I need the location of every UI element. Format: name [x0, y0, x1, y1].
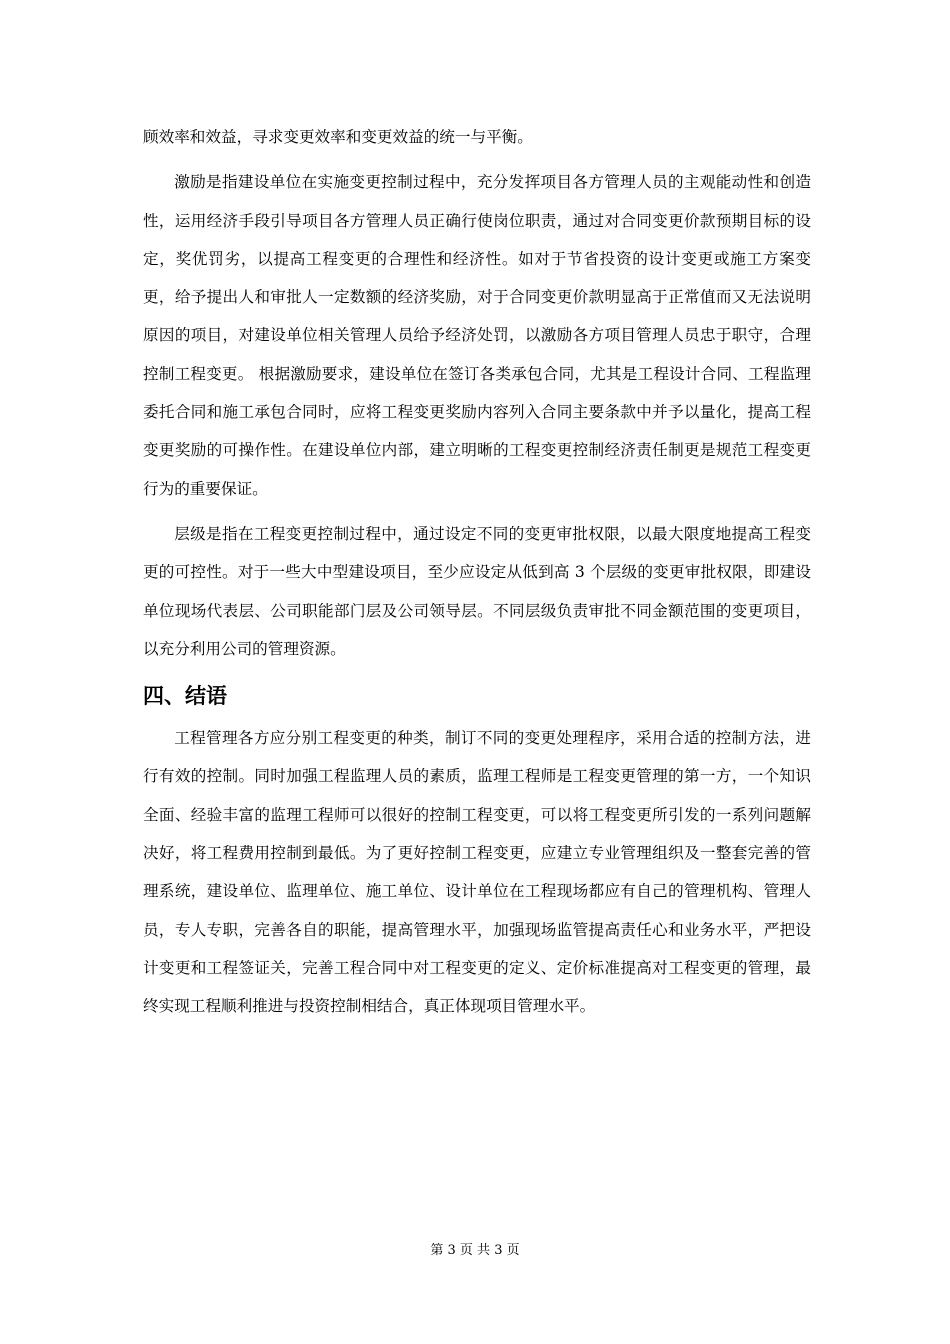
document-body [143, 118, 811, 1026]
paragraph-conclusion: 工程管理各方应分别工程变更的种类，制订不同的变更处理程序，采用合适的控制方法，进行有效的控制。同时加强工程监理人员的素质，监理工程师是工程变更管理的第一方，一个知识全面、经验丰富的监理工程师可以很好的控制工程变更，可以将工程变更所引发的一系列问题解决好，将工程费用控制到最低。为了更好控制工程变更，应建立专业管理组织及一整套完善的管理系统，建设单位、监理单位、施工单位、设计单位在工程现场都应有自己的管理机构、管理人员，专人专职，完善各自的职能，提高管理水平，加强现场监管提高责任心和业务水平，严把设计变更和工程签证关，完善工程合同中对工程变更的定义、定价标准提高对工程变更的管理，最终实现工程顺利推进与投资控制相结合，真正体现项目管理水平。 [143, 729, 811, 1016]
section-heading-conclusion: 四、结语 [143, 684, 227, 709]
page-footer: 第 3 页 共 3 页 [430, 1243, 520, 1258]
paragraph-continuation: 顾效率和效益，寻求变更效率和变更效益的统一与平衡。 [143, 128, 533, 146]
paragraph-incentive: 激励是指建设单位在实施变更控制过程中，充分发挥项目各方管理人员的主观能动性和创造性，运用经济手段引导项目各方管理人员正确行使岗位职责，通过对合同变更价款预期目标的设定，奖优罚劣，以提高工程变更的合理性和经济性。如对于节省投资的设计变更或施工方案变更，给予提出人和审批人一定数额的经济奖励，对于合同变更价款明显高于正常值而又无法说明原因的项目，对建设单位相关管理人员给予经济处罚，以激励各方项目管理人员忠于职守，合理控制工程变更。 根据激励要求，建设单位在签订各类承包合同，尤其是工程设计合同、工程监理委托合同和施工承包合同时，应将工程变更奖励内容列入合同主要条款中并予以量化，提高工程变更奖励的可操作性。在建设单位内部，建立明晰的工程变更控制经济责任制更是规范工程变更行为的重要保证。 [143, 173, 811, 498]
paragraph-hierarchy: 层级是指在工程变更控制过程中，通过设定不同的变更审批权限，以最大限度地提高工程变更的可控性。对于一些大中型建设项目，至少应设定从低到高 3 个层级的变更审批权限，即建设单位现场代表层、公司职能部门层及公司领导层。不同层级负责审批不同金额范围的变更项目，以充分利用公司的管理资源。 [143, 524, 811, 658]
